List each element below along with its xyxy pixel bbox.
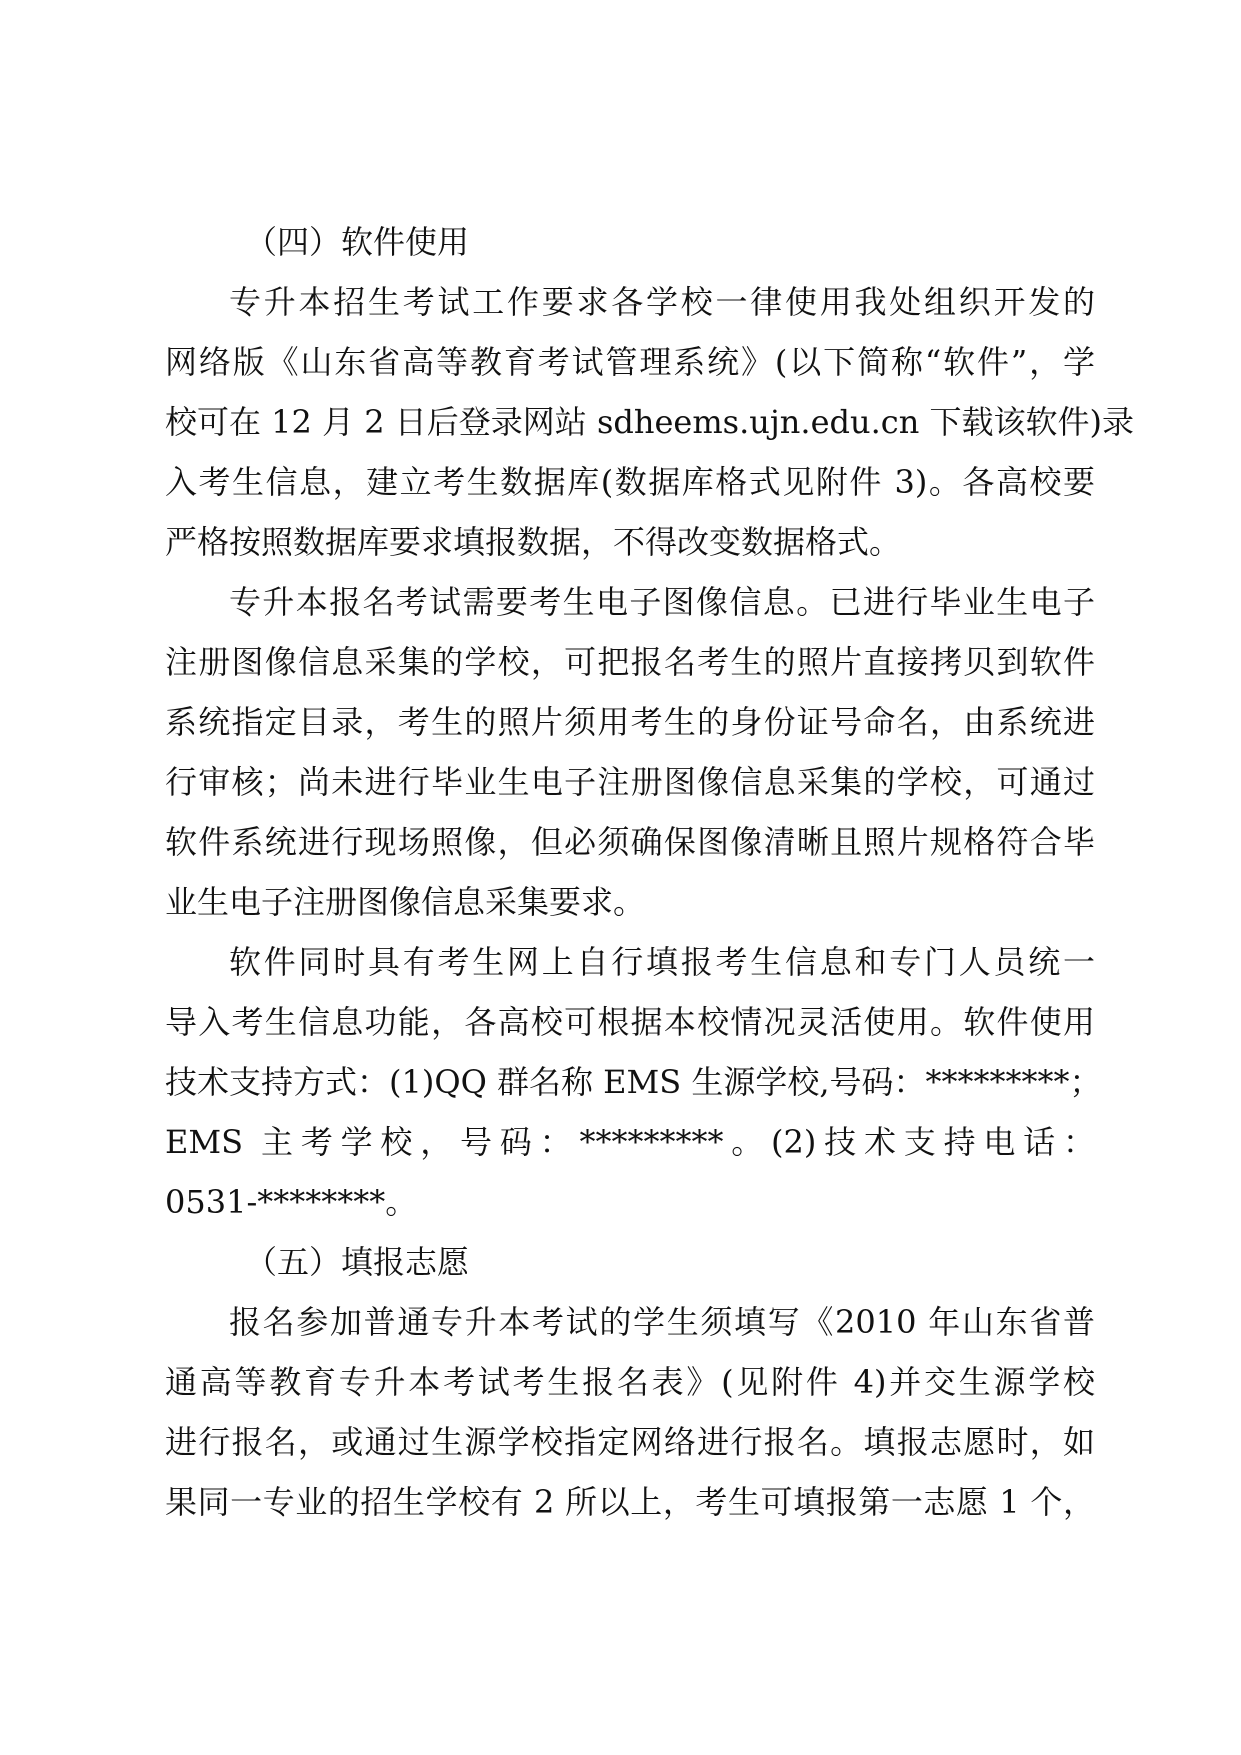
paragraph-photo-requirement (165, 572, 1095, 932)
paragraph-preferences (165, 1292, 1095, 1532)
paragraph-line: 严格按照数据库要求填报数据，不得改变数据格式。 (165, 523, 902, 561)
paragraph-line: 进行报名，或通过生源学校指定网络进行报名。填报志愿时，如 (165, 1423, 1095, 1461)
paragraph-line: 软件同时具有考生网上自行填报考生信息和专门人员统一 (229, 943, 1095, 981)
paragraph-line: EMS 主考学校，号码：*********。(2)技术支持电话： (165, 1123, 1095, 1161)
section-heading-software-use: （四）软件使用 (245, 223, 470, 261)
paragraph-line: 行审核；尚未进行毕业生电子注册图像信息采集的学校，可通过 (165, 763, 1095, 801)
paragraph-line: 校可在 12 月 2 日后登录网站 sdheems.ujn.edu.cn 下载该软件)录 (165, 403, 1134, 441)
paragraph-line: 通高等教育专升本考试考生报名表》(见附件 4)并交生源学校 (165, 1363, 1095, 1401)
paragraph-line: 果同一专业的招生学校有 2 所以上，考生可填报第一志愿 1 个， (165, 1483, 1095, 1521)
section-heading-fill-preferences: （五）填报志愿 (245, 1243, 470, 1281)
paragraph-software-support (165, 932, 1102, 1232)
paragraph-line: 网络版《山东省高等教育考试管理系统》(以下简称“软件”，学 (165, 343, 1095, 381)
paragraph-software-requirement (165, 272, 1134, 572)
paragraph-line: 业生电子注册图像信息采集要求。 (165, 883, 646, 921)
paragraph-line: 0531-********。 (165, 1183, 418, 1221)
paragraph-line: 入考生信息，建立考生数据库(数据库格式见附件 3)。各高校要 (165, 463, 1095, 501)
paragraph-line: 导入考生信息功能，各高校可根据本校情况灵活使用。软件使用 (165, 1003, 1095, 1041)
paragraph-line: 专升本招生考试工作要求各学校一律使用我处组织开发的 (229, 283, 1095, 321)
paragraph-line: 报名参加普通专升本考试的学生须填写《2010 年山东省普 (229, 1303, 1095, 1341)
paragraph-line: 专升本报名考试需要考生电子图像信息。已进行毕业生电子 (229, 583, 1095, 621)
paragraph-line: 注册图像信息采集的学校，可把报名考生的照片直接拷贝到软件 (165, 643, 1095, 681)
paragraph-line: 系统指定目录，考生的照片须用考生的身份证号命名，由系统进 (165, 703, 1095, 741)
paragraph-line: 软件系统进行现场照像，但必须确保图像清晰且照片规格符合毕 (165, 823, 1095, 861)
paragraph-line: 技术支持方式：(1)QQ 群名称 EMS 生源学校,号码：*********； (165, 1063, 1102, 1101)
document-body (165, 212, 1134, 1532)
